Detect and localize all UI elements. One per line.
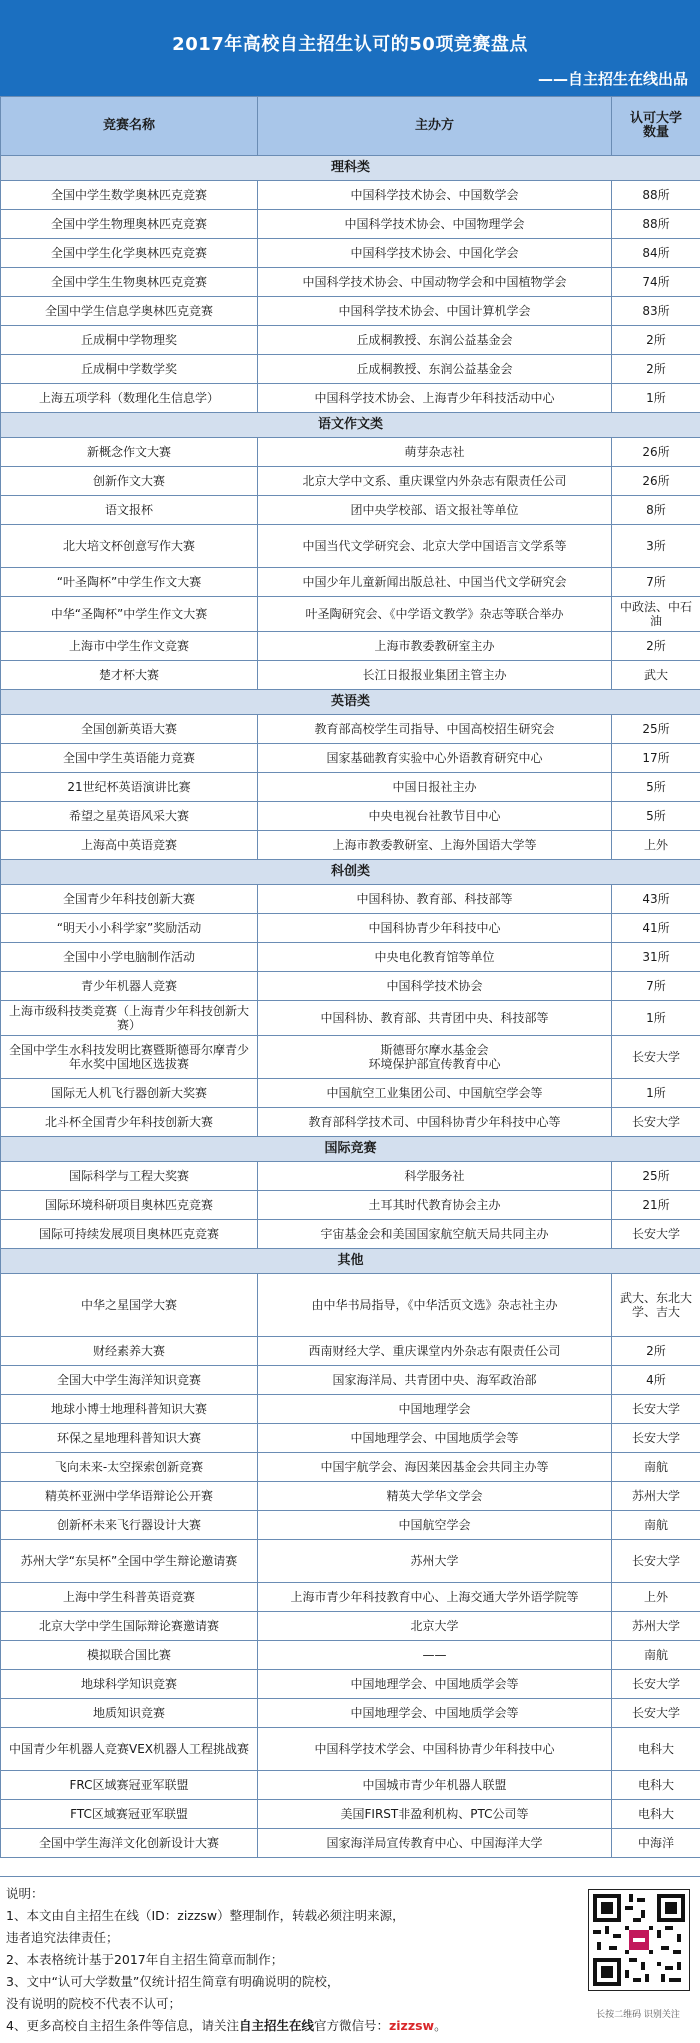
- organizer-cell: 教育部科学技术司、中国科协青少年科技中心等: [258, 1108, 612, 1137]
- recognized-count-cell: 1所: [612, 1001, 700, 1036]
- recognized-count-cell: 3所: [612, 525, 700, 568]
- organizer-cell: 中国当代文学研究会、北京大学中国语言文学系等: [258, 525, 612, 568]
- recognized-count-cell: 26所: [612, 467, 700, 496]
- recognized-count-cell: 苏州大学: [612, 1612, 700, 1641]
- organizer-cell: 中国地理学会、中国地质学会等: [258, 1670, 612, 1699]
- table-row: [1, 632, 700, 661]
- table-row: [1, 1274, 700, 1337]
- recognized-count-cell: 5所: [612, 802, 700, 831]
- organizer-cell: 国家海洋局宣传教育中心、中国海洋大学: [258, 1829, 612, 1858]
- competition-name-cell: 全国创新英语大赛: [1, 715, 258, 744]
- recognized-count-cell: 26所: [612, 438, 700, 467]
- recognized-count-cell: 电科大: [612, 1800, 700, 1829]
- competition-name-cell: 上海五项学科（数理化生信息学）: [1, 384, 258, 413]
- competition-name-cell: 21世纪杯英语演讲比赛: [1, 773, 258, 802]
- note-line-2: 2、本表格统计基于2017年自主招生简章而制作；: [6, 1949, 576, 1971]
- competition-name-cell: 中华“圣陶杯”中学生作文大赛: [1, 597, 258, 632]
- table-row: [1, 1771, 700, 1800]
- table-row: [1, 1001, 700, 1036]
- table-row: [1, 1482, 700, 1511]
- competition-name-cell: 全国中学生数学奥林匹克竞赛: [1, 181, 258, 210]
- competition-name-cell: 全国中学生化学奥林匹克竞赛: [1, 239, 258, 268]
- competition-name-cell: 国际可持续发展项目奥林匹克竞赛: [1, 1220, 258, 1249]
- recognized-count-cell: 21所: [612, 1191, 700, 1220]
- organizer-cell: 中央电视台社教节目中心: [258, 802, 612, 831]
- table-row: [1, 438, 700, 467]
- recognized-count-cell: 长安大学: [612, 1395, 700, 1424]
- qr-code-icon[interactable]: [588, 1889, 690, 1991]
- table-row: [1, 467, 700, 496]
- page-title: 2017年高校自主招生认可的50项竞赛盘点: [0, 30, 700, 56]
- category-label: 国际竞赛: [1, 1137, 700, 1162]
- table-row: [1, 210, 700, 239]
- organizer-cell: 中国科学技术协会、上海青少年科技活动中心: [258, 384, 612, 413]
- competition-name-cell: 希望之星英语风采大赛: [1, 802, 258, 831]
- organizer-cell: ——: [258, 1641, 612, 1670]
- competition-name-cell: 苏州大学“东吴杯”全国中学生辩论邀请赛: [1, 1540, 258, 1583]
- recognized-count-cell: 长安大学: [612, 1220, 700, 1249]
- recognized-count-cell: 中海洋: [612, 1829, 700, 1858]
- organizer-cell: 美国FIRST非盈利机构、PTC公司等: [258, 1800, 612, 1829]
- recognized-count-cell: 长安大学: [612, 1036, 700, 1079]
- table-row: [1, 525, 700, 568]
- table-row: [1, 1540, 700, 1583]
- table-header: [1, 97, 700, 156]
- organizer-cell: 中国科协、教育部、科技部等: [258, 885, 612, 914]
- table-row: [1, 1162, 700, 1191]
- competition-name-cell: 上海市中学生作文竞赛: [1, 632, 258, 661]
- competition-name-cell: 财经素养大赛: [1, 1337, 258, 1366]
- recognized-count-cell: 苏州大学: [612, 1482, 700, 1511]
- recognized-count-cell: 南航: [612, 1453, 700, 1482]
- note-line-1: 1、本文由自主招生在线（ID：zizzsw）整理制作，转载必须注明来源，: [6, 1905, 576, 1927]
- table-row: [1, 914, 700, 943]
- note-line-4-prefix: 4、更多高校自主招生条件等信息，请关注: [6, 2018, 239, 2033]
- competition-name-cell: 地球科学知识竞赛: [1, 1670, 258, 1699]
- organizer-cell: 斯德哥尔摩水基金会 环境保护部宣传教育中心: [258, 1036, 612, 1079]
- competition-name-cell: 楚才杯大赛: [1, 661, 258, 690]
- column-header-count: 认可大学 数量: [612, 97, 700, 156]
- recognized-count-cell: 25所: [612, 1162, 700, 1191]
- competition-name-cell: 全国青少年科技创新大赛: [1, 885, 258, 914]
- recognized-count-cell: 41所: [612, 914, 700, 943]
- table-row: [1, 1829, 700, 1858]
- organizer-cell: 中国城市青少年机器人联盟: [258, 1771, 612, 1800]
- table-row: [1, 355, 700, 384]
- table-row: [1, 1511, 700, 1540]
- competition-name-cell: “明天小小科学家”奖励活动: [1, 914, 258, 943]
- recognized-count-cell: 7所: [612, 568, 700, 597]
- table-row: [1, 885, 700, 914]
- recognized-count-cell: 中政法、中石油: [612, 597, 700, 632]
- table-row: [1, 1670, 700, 1699]
- wechat-id: zizzsw: [389, 2018, 434, 2033]
- recognized-count-cell: 南航: [612, 1641, 700, 1670]
- table-row: [1, 384, 700, 413]
- recognized-count-cell: 17所: [612, 744, 700, 773]
- notes-text: [6, 1883, 576, 2037]
- competition-name-cell: 地球小博士地理科普知识大赛: [1, 1395, 258, 1424]
- column-header-organizer: 主办方: [258, 97, 612, 156]
- table-row: [1, 1641, 700, 1670]
- category-row: [1, 1137, 700, 1162]
- table-row: [1, 1699, 700, 1728]
- page-subtitle: ——自主招生在线出品: [538, 68, 688, 89]
- organizer-cell: 中国科学技术协会: [258, 972, 612, 1001]
- competition-name-cell: 语文报杯: [1, 496, 258, 525]
- table-row: [1, 326, 700, 355]
- table-row: [1, 943, 700, 972]
- notes-section: [0, 1876, 700, 2043]
- table-row: [1, 831, 700, 860]
- competition-name-cell: 全国中学生信息学奥林匹克竞赛: [1, 297, 258, 326]
- recognized-count-cell: 武大: [612, 661, 700, 690]
- note-line-3b: 没有说明的院校不代表不认可；: [6, 1993, 576, 2015]
- recognized-count-cell: 31所: [612, 943, 700, 972]
- category-label: 理科类: [1, 156, 700, 181]
- competition-name-cell: 创新作文大赛: [1, 467, 258, 496]
- organizer-cell: 萌芽杂志社: [258, 438, 612, 467]
- organizer-cell: 中国日报社主办: [258, 773, 612, 802]
- competition-name-cell: 地质知识竞赛: [1, 1699, 258, 1728]
- organizer-cell: 上海市青少年科技教育中心、上海交通大学外语学院等: [258, 1583, 612, 1612]
- organizer-cell: 宇宙基金会和美国国家航空航天局共同主办: [258, 1220, 612, 1249]
- recognized-count-cell: 2所: [612, 326, 700, 355]
- recognized-count-cell: 1所: [612, 384, 700, 413]
- category-row: [1, 413, 700, 438]
- organizer-cell: 教育部高校学生司指导、中国高校招生研究会: [258, 715, 612, 744]
- competition-name-cell: “叶圣陶杯”中学生作文大赛: [1, 568, 258, 597]
- recognized-count-cell: 上外: [612, 1583, 700, 1612]
- table-row: [1, 1366, 700, 1395]
- recognized-count-cell: 1所: [612, 1079, 700, 1108]
- table-row: [1, 297, 700, 326]
- recognized-count-cell: 武大、东北大学、吉大: [612, 1274, 700, 1337]
- competition-name-cell: 全国中学生水科技发明比赛暨斯德哥尔摩青少年水奖中国地区选拔赛: [1, 1036, 258, 1079]
- organizer-cell: 北京大学: [258, 1612, 612, 1641]
- category-label: 语文作文类: [1, 413, 700, 438]
- organizer-cell: 土耳其时代教育协会主办: [258, 1191, 612, 1220]
- category-row: [1, 156, 700, 181]
- organizer-cell: 丘成桐教授、东润公益基金会: [258, 326, 612, 355]
- organizer-cell: 丘成桐教授、东润公益基金会: [258, 355, 612, 384]
- organizer-cell: 中国地理学会、中国地质学会等: [258, 1699, 612, 1728]
- recognized-count-cell: 电科大: [612, 1771, 700, 1800]
- recognized-count-cell: 上外: [612, 831, 700, 860]
- recognized-count-cell: 88所: [612, 181, 700, 210]
- organizer-cell: 中国科学技术协会、中国化学会: [258, 239, 612, 268]
- organizer-cell: 团中央学校部、语文报社等单位: [258, 496, 612, 525]
- competition-name-cell: FTC区域赛冠亚军联盟: [1, 1800, 258, 1829]
- organizer-cell: 中国科学技术协会、中国计算机学会: [258, 297, 612, 326]
- organizer-cell: 中国航空学会: [258, 1511, 612, 1540]
- recognized-count-cell: 88所: [612, 210, 700, 239]
- table-row: [1, 1036, 700, 1079]
- competition-name-cell: 中华之星国学大赛: [1, 1274, 258, 1337]
- competition-name-cell: 国际无人机飞行器创新大奖赛: [1, 1079, 258, 1108]
- organizer-cell: 科学服务社: [258, 1162, 612, 1191]
- competition-name-cell: 新概念作文大赛: [1, 438, 258, 467]
- competition-name-cell: FRC区域赛冠亚军联盟: [1, 1771, 258, 1800]
- competition-name-cell: 创新杯未来飞行器设计大赛: [1, 1511, 258, 1540]
- organizer-cell: 精英大学华文学会: [258, 1482, 612, 1511]
- organizer-cell: 中国科学技术协会、中国数学会: [258, 181, 612, 210]
- table-body: [1, 156, 700, 1858]
- organizer-cell: 中国少年儿童新闻出版总社、中国当代文学研究会: [258, 568, 612, 597]
- column-header-name: 竞赛名称: [1, 97, 258, 156]
- recognized-count-cell: 2所: [612, 355, 700, 384]
- table-row: [1, 1612, 700, 1641]
- recognized-count-cell: 25所: [612, 715, 700, 744]
- recognized-count-cell: 长安大学: [612, 1699, 700, 1728]
- recognized-count-cell: 84所: [612, 239, 700, 268]
- competition-name-cell: 飞向未来-太空探索创新竞赛: [1, 1453, 258, 1482]
- recognized-count-cell: 2所: [612, 632, 700, 661]
- competition-name-cell: 全国中学生生物奥林匹克竞赛: [1, 268, 258, 297]
- organizer-cell: 长江日报报业集团主管主办: [258, 661, 612, 690]
- competition-name-cell: 模拟联合国比赛: [1, 1641, 258, 1670]
- note-line-4: [6, 2015, 576, 2037]
- table-row: [1, 1337, 700, 1366]
- competition-name-cell: 环保之星地理科普知识大赛: [1, 1424, 258, 1453]
- recognized-count-cell: 长安大学: [612, 1540, 700, 1583]
- category-label: 科创类: [1, 860, 700, 885]
- table-row: [1, 744, 700, 773]
- recognized-count-cell: 电科大: [612, 1728, 700, 1771]
- table-row: [1, 715, 700, 744]
- competition-name-cell: 北京大学中学生国际辩论赛邀请赛: [1, 1612, 258, 1641]
- competition-name-cell: 上海高中英语竞赛: [1, 831, 258, 860]
- table-row: [1, 496, 700, 525]
- category-row: [1, 860, 700, 885]
- recognized-count-cell: 2所: [612, 1337, 700, 1366]
- table-row: [1, 1453, 700, 1482]
- table-row: [1, 1108, 700, 1137]
- table-row: [1, 661, 700, 690]
- organizer-cell: 北京大学中文系、重庆课堂内外杂志有限责任公司: [258, 467, 612, 496]
- recognized-count-cell: 43所: [612, 885, 700, 914]
- competition-name-cell: 上海中学生科普英语竞赛: [1, 1583, 258, 1612]
- category-label: 其他: [1, 1249, 700, 1274]
- table-row: [1, 802, 700, 831]
- table-row: [1, 268, 700, 297]
- table-row: [1, 972, 700, 1001]
- organizer-cell: 中国科协青少年科技中心: [258, 914, 612, 943]
- organizer-cell: 上海市教委教研室主办: [258, 632, 612, 661]
- category-label: 英语类: [1, 690, 700, 715]
- table-row: [1, 1395, 700, 1424]
- organizer-cell: 中国科协、教育部、共青团中央、科技部等: [258, 1001, 612, 1036]
- organizer-cell: 中国科学技术协会、中国动物学会和中国植物学会: [258, 268, 612, 297]
- recognized-count-cell: 74所: [612, 268, 700, 297]
- table-row: [1, 181, 700, 210]
- category-row: [1, 690, 700, 715]
- competition-name-cell: 北斗杯全国青少年科技创新大赛: [1, 1108, 258, 1137]
- competition-name-cell: 丘成桐中学物理奖: [1, 326, 258, 355]
- organizer-cell: 苏州大学: [258, 1540, 612, 1583]
- recognized-count-cell: 83所: [612, 297, 700, 326]
- table-row: [1, 568, 700, 597]
- organizer-cell: 中国地理学会: [258, 1395, 612, 1424]
- recognized-count-cell: 5所: [612, 773, 700, 802]
- competition-name-cell: 中国青少年机器人竞赛VEX机器人工程挑战赛: [1, 1728, 258, 1771]
- recognized-count-cell: 长安大学: [612, 1424, 700, 1453]
- competition-name-cell: 精英杯亚洲中学华语辩论公开赛: [1, 1482, 258, 1511]
- competition-name-cell: 国际环境科研项目奥林匹克竞赛: [1, 1191, 258, 1220]
- recognized-count-cell: 4所: [612, 1366, 700, 1395]
- competition-name-cell: 全国中学生英语能力竞赛: [1, 744, 258, 773]
- banner-header: [0, 0, 700, 96]
- note-line-4-end: 。: [434, 2018, 447, 2033]
- competition-name-cell: 国际科学与工程大奖赛: [1, 1162, 258, 1191]
- qr-caption: 长按二维码 识别关注: [580, 2007, 696, 2020]
- recognized-count-cell: 南航: [612, 1511, 700, 1540]
- table-row: [1, 1800, 700, 1829]
- organizer-cell: 中央电化教育馆等单位: [258, 943, 612, 972]
- note-brand: 自主招生在线: [239, 2018, 314, 2033]
- organizer-cell: 中国航空工业集团公司、中国航空学会等: [258, 1079, 612, 1108]
- organizer-cell: 由中华书局指导，《中华活页文选》杂志社主办: [258, 1274, 612, 1337]
- table-row: [1, 597, 700, 632]
- organizer-cell: 上海市教委教研室、上海外国语大学等: [258, 831, 612, 860]
- competition-name-cell: 北大培文杯创意写作大赛: [1, 525, 258, 568]
- competition-name-cell: 上海市级科技类竞赛（上海青少年科技创新大赛）: [1, 1001, 258, 1036]
- table-row: [1, 239, 700, 268]
- organizer-cell: 中国宇航学会、海因莱因基金会共同主办等: [258, 1453, 612, 1482]
- recognized-count-cell: 长安大学: [612, 1670, 700, 1699]
- recognized-count-cell: 8所: [612, 496, 700, 525]
- recognized-count-cell: 7所: [612, 972, 700, 1001]
- table-row: [1, 1191, 700, 1220]
- competition-name-cell: 青少年机器人竞赛: [1, 972, 258, 1001]
- organizer-cell: 西南财经大学、重庆课堂内外杂志有限责任公司: [258, 1337, 612, 1366]
- organizer-cell: 叶圣陶研究会、《中学语文教学》杂志等联合举办: [258, 597, 612, 632]
- competition-name-cell: 丘成桐中学数学奖: [1, 355, 258, 384]
- table-row: [1, 773, 700, 802]
- organizer-cell: 中国科学技术协会、中国物理学会: [258, 210, 612, 239]
- competition-table: [0, 96, 700, 1858]
- category-row: [1, 1249, 700, 1274]
- note-line-3: 3、文中“认可大学数量”仅统计招生简章有明确说明的院校，: [6, 1971, 576, 1993]
- table-row: [1, 1079, 700, 1108]
- note-line-1b: 违者追究法律责任；: [6, 1927, 576, 1949]
- table-row: [1, 1424, 700, 1453]
- table-row: [1, 1220, 700, 1249]
- notes-heading: 说明：: [6, 1883, 576, 1905]
- table-row: [1, 1728, 700, 1771]
- organizer-cell: 中国科学技术学会、中国科协青少年科技中心: [258, 1728, 612, 1771]
- note-line-4-mid: 官方微信号：: [314, 2018, 389, 2033]
- competition-name-cell: 全国大中学生海洋知识竞赛: [1, 1366, 258, 1395]
- competition-name-cell: 全国中小学电脑制作活动: [1, 943, 258, 972]
- organizer-cell: 中国地理学会、中国地质学会等: [258, 1424, 612, 1453]
- table-row: [1, 1583, 700, 1612]
- competition-name-cell: 全国中学生物理奥林匹克竞赛: [1, 210, 258, 239]
- organizer-cell: 国家基础教育实验中心外语教育研究中心: [258, 744, 612, 773]
- competition-name-cell: 全国中学生海洋文化创新设计大赛: [1, 1829, 258, 1858]
- recognized-count-cell: 长安大学: [612, 1108, 700, 1137]
- organizer-cell: 国家海洋局、共青团中央、海军政治部: [258, 1366, 612, 1395]
